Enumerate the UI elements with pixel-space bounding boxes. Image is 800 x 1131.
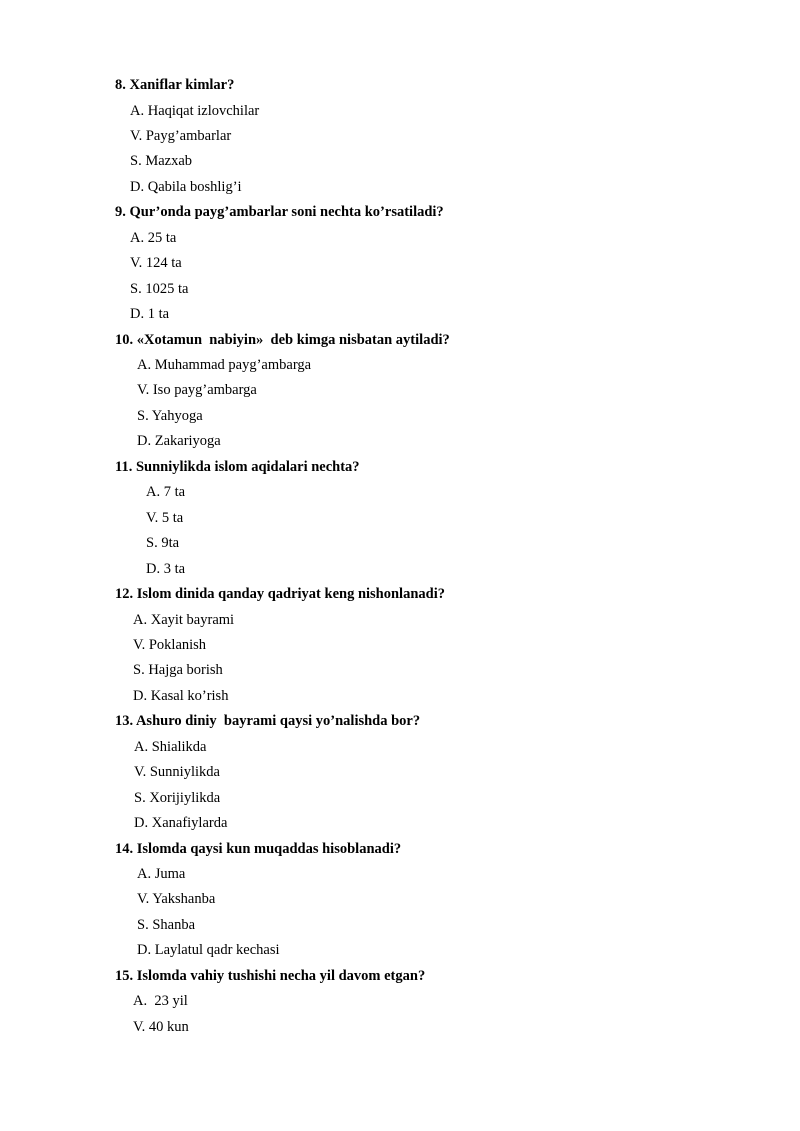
question-12: 12. Islom dinida qanday qadriyat keng nishonlanadi? xyxy=(115,586,445,602)
question-14-option-a: A. Juma xyxy=(137,866,186,882)
question-11-option-v: V. 5 ta xyxy=(146,510,184,526)
question-15-option-v: V. 40 kun xyxy=(133,1019,189,1035)
question-15-option-a: A. 23 yil xyxy=(133,993,188,1009)
question-10-option-a: A. Muhammad payg’ambarga xyxy=(137,357,312,373)
question-14-option-d: D. Laylatul qadr kechasi xyxy=(137,942,280,958)
question-9: 9. Qur’onda payg’ambarlar soni nechta ko’rsatiladi? xyxy=(115,204,444,220)
question-9-option-d: D. 1 ta xyxy=(130,306,170,322)
question-8-option-s: S. Mazxab xyxy=(130,153,193,169)
question-8-option-v: V. Payg’ambarlar xyxy=(130,128,232,144)
question-10-option-d: D. Zakariyoga xyxy=(137,433,221,449)
question-13: 13. Ashuro diniy bayrami qaysi yo’nalishda bor? xyxy=(115,713,421,729)
question-13-option-d: D. Xanafiylarda xyxy=(134,815,228,831)
question-12-option-s: S. Hajga borish xyxy=(133,662,223,678)
question-9-option-v: V. 124 ta xyxy=(130,255,182,271)
question-12-option-d: D. Kasal ko’rish xyxy=(133,688,229,704)
question-12-option-v: V. Poklanish xyxy=(133,637,207,653)
question-12-option-a: A. Xayit bayrami xyxy=(133,612,235,628)
question-11: 11. Sunniylikda islom aqidalari nechta? xyxy=(115,459,360,475)
question-9-option-a: A. 25 ta xyxy=(130,230,177,246)
question-8: 8. Xaniflar kimlar? xyxy=(115,77,235,93)
question-13-option-v: V. Sunniylikda xyxy=(134,764,220,780)
question-14-option-v: V. Yakshanba xyxy=(137,891,216,907)
question-10-option-s: S. Yahyoga xyxy=(137,408,203,424)
question-14-option-s: S. Shanba xyxy=(137,917,195,933)
question-9-option-s: S. 1025 ta xyxy=(130,281,189,297)
question-11-option-d: D. 3 ta xyxy=(146,561,186,577)
question-15: 15. Islomda vahiy tushishi necha yil davom etgan? xyxy=(115,968,426,984)
question-11-option-s: S. 9ta xyxy=(146,535,180,551)
question-8-option-d: D. Qabila boshlig’i xyxy=(130,179,242,195)
question-14: 14. Islomda qaysi kun muqaddas hisoblanadi? xyxy=(115,841,402,857)
question-10: 10. «Xotamun nabiyin» deb kimga nisbatan aytiladi? xyxy=(115,332,450,348)
question-13-option-a: A. Shialikda xyxy=(134,739,207,755)
question-13-option-s: S. Xorijiylikda xyxy=(134,790,221,806)
question-8-option-a: A. Haqiqat izlovchilar xyxy=(130,103,260,119)
question-10-option-v: V. Iso payg’ambarga xyxy=(137,382,257,398)
question-11-option-a: A. 7 ta xyxy=(146,484,186,500)
